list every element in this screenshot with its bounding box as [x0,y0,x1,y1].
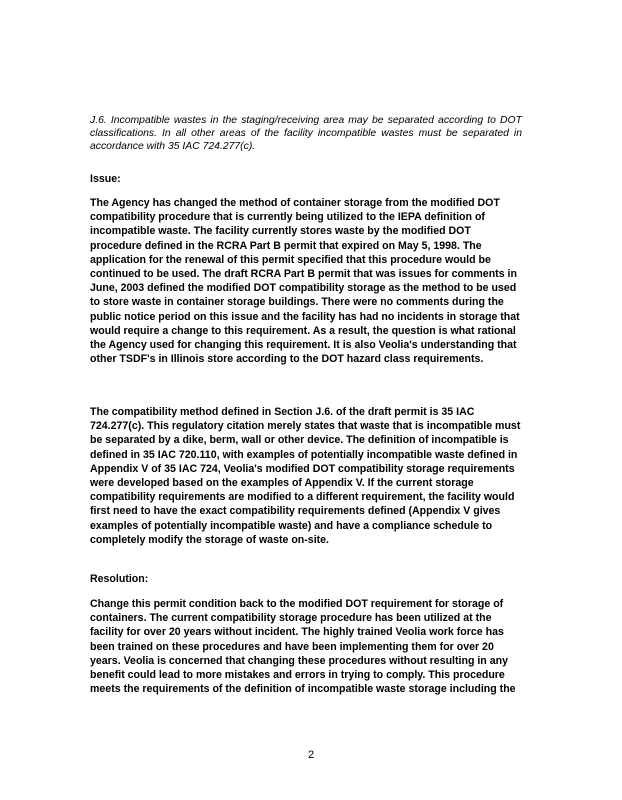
resolution-heading: Resolution: [90,573,149,585]
issue-paragraph-2-block [90,405,522,547]
permit-condition-j6 [90,114,522,154]
issue-paragraph-1-block [90,196,522,366]
resolution-heading-block [90,572,522,586]
issue-paragraph-2: The compatibility method defined in Section J.6. of the draft permit is 35 IAC 724.277(c). This regulatory citation merely states that waste that is incompatible must be separated by a dike, berm, wall or other device. The definition of incompatible is defined in 35 IAC 720.110, with examples of potentially incompatible waste defined in Appendix V of 35 IAC 724, Veolia's modified DOT compatibility storage requirements were developed based on the examples of Appendix V. If the current storage compatibility requirements are modified to a different requirement, the facility would first need to have the exact compatibility requirements defined (Appendix V gives examples of potentially incompatible waste) and have a compliance schedule to completely modify the storage of waste on-site. [90,406,521,546]
issue-paragraph-1: The Agency has changed the method of container storage from the modified DOT compatibility procedure that is currently being utilized to the IEPA definition of incompatible waste. The facility currently stores waste by the modified DOT procedure defined in the RCRA Part B permit that expired on May 5, 1998. The application for the renewal of this permit specified that this procedure would be continued to be used. The draft RCRA Part B permit that was issues for comments in June, 2003 defined the modified DOT compatibility storage as the method to be used to store waste in container storage buildings. There were no comments during the public notice period on this issue and the facility has had no incidents in storage that would require a change to this requirement. As a result, the question is what rational the Agency used for changing this requirement. It is also Veolia's understanding that other TSDF's in Illinois store according to the DOT hazard class requirements. [90,197,520,366]
issue-heading: Issue: [90,173,121,185]
page-number: 2 [307,749,315,761]
condition-text: J.6. Incompatible wastes in the staging/receiving area may be separated according to DOT classifications. In all other areas of the facility incompatible wastes must be separated in accordance with 35 IAC 724.277(c). [90,115,522,153]
issue-heading-block [90,172,522,186]
resolution-paragraph-1-block [90,597,522,696]
resolution-paragraph-1: Change this permit condition back to the modified DOT requirement for storage of containers. The current compatibility storage procedure has been utilized at the facility for over 20 years without incident. The highly trained Veolia work force has been trained on these procedures and have been implementing them for over 20 years. Veolia is concerned that changing these procedures without resulting in any benefit could lead to more mistakes and errors in trying to comply. This procedure meets the requirements of the definition of incompatible waste storage including the [90,598,516,696]
